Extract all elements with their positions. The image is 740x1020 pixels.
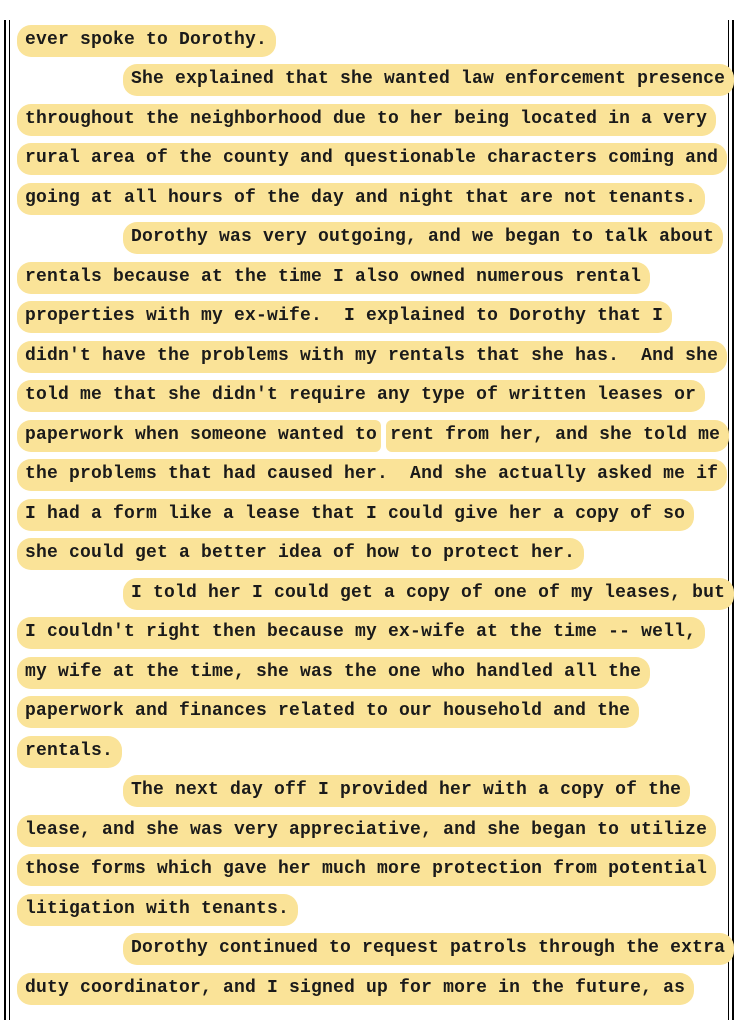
highlighted-text: rent from her, and she told me [386, 420, 729, 452]
transcript-line [17, 140, 727, 180]
page-border-left-outer [4, 20, 6, 1020]
highlighted-text: throughout the neighborhood due to her being located in a very [17, 104, 716, 136]
transcript-line [17, 890, 727, 930]
transcript-line [17, 535, 727, 575]
highlighted-text: she could get a better idea of how to protect her. [17, 538, 584, 570]
highlighted-text: my wife at the time, she was the one who handled all the [17, 657, 650, 689]
transcript-line [17, 298, 727, 338]
highlighted-text: rentals because at the time I also owned numerous rental [17, 262, 650, 294]
transcript-line [17, 495, 727, 535]
transcript-line [17, 416, 727, 456]
highlighted-text: didn't have the problems with my rentals that she has. And she [17, 341, 727, 373]
transcript-line [17, 614, 727, 654]
highlighted-text: Dorothy was very outgoing, and we began to talk about [123, 222, 723, 254]
highlighted-text: duty coordinator, and I signed up for more in the future, as [17, 973, 694, 1005]
transcript-line [17, 851, 727, 891]
highlighted-text: I couldn't right then because my ex-wife at the time -- well, [17, 617, 705, 649]
transcript-line [17, 219, 727, 259]
transcript-line [17, 653, 727, 693]
transcript-line [17, 969, 727, 1009]
highlighted-text: Dorothy continued to request patrols through the extra [123, 933, 734, 965]
highlighted-text: properties with my ex-wife. I explained to Dorothy that I [17, 301, 672, 333]
highlighted-text: paperwork when someone wanted to [17, 420, 381, 452]
transcript-line [17, 61, 727, 101]
transcript-line [17, 377, 727, 417]
transcript-line [17, 811, 727, 851]
transcript-line [17, 337, 727, 377]
transcript-line [17, 930, 727, 970]
highlighted-text: litigation with tenants. [17, 894, 298, 926]
highlighted-text: I had a form like a lease that I could give her a copy of so [17, 499, 694, 531]
transcript-line [17, 693, 727, 733]
highlighted-text: rentals. [17, 736, 122, 768]
transcript-line [17, 258, 727, 298]
highlighted-text: She explained that she wanted law enforcement presence [123, 64, 734, 96]
highlighted-text: going at all hours of the day and night that are not tenants. [17, 183, 705, 215]
highlighted-text: the problems that had caused her. And she actually asked me if [17, 459, 727, 491]
transcript-line [17, 100, 727, 140]
highlighted-text: those forms which gave her much more protection from potential [17, 854, 716, 886]
transcript-line [17, 456, 727, 496]
highlighted-text: The next day off I provided her with a copy of the [123, 775, 690, 807]
highlighted-text: lease, and she was very appreciative, and she began to utilize [17, 815, 716, 847]
transcript-text [17, 21, 727, 1009]
highlighted-text: rural area of the county and questionable characters coming and [17, 143, 727, 175]
page-border-right-inner [728, 20, 729, 1020]
transcript-line [17, 574, 727, 614]
transcript-line [17, 179, 727, 219]
transcript-line [17, 21, 727, 61]
transcript-line [17, 772, 727, 812]
highlighted-text: ever spoke to Dorothy. [17, 25, 276, 57]
highlighted-text: paperwork and finances related to our household and the [17, 696, 639, 728]
highlighted-text: I told her I could get a copy of one of my leases, but [123, 578, 734, 610]
page-border-right-outer [732, 20, 734, 1020]
highlighted-text: told me that she didn't require any type of written leases or [17, 380, 705, 412]
page-border-left-inner [9, 20, 10, 1020]
transcript-line [17, 732, 727, 772]
